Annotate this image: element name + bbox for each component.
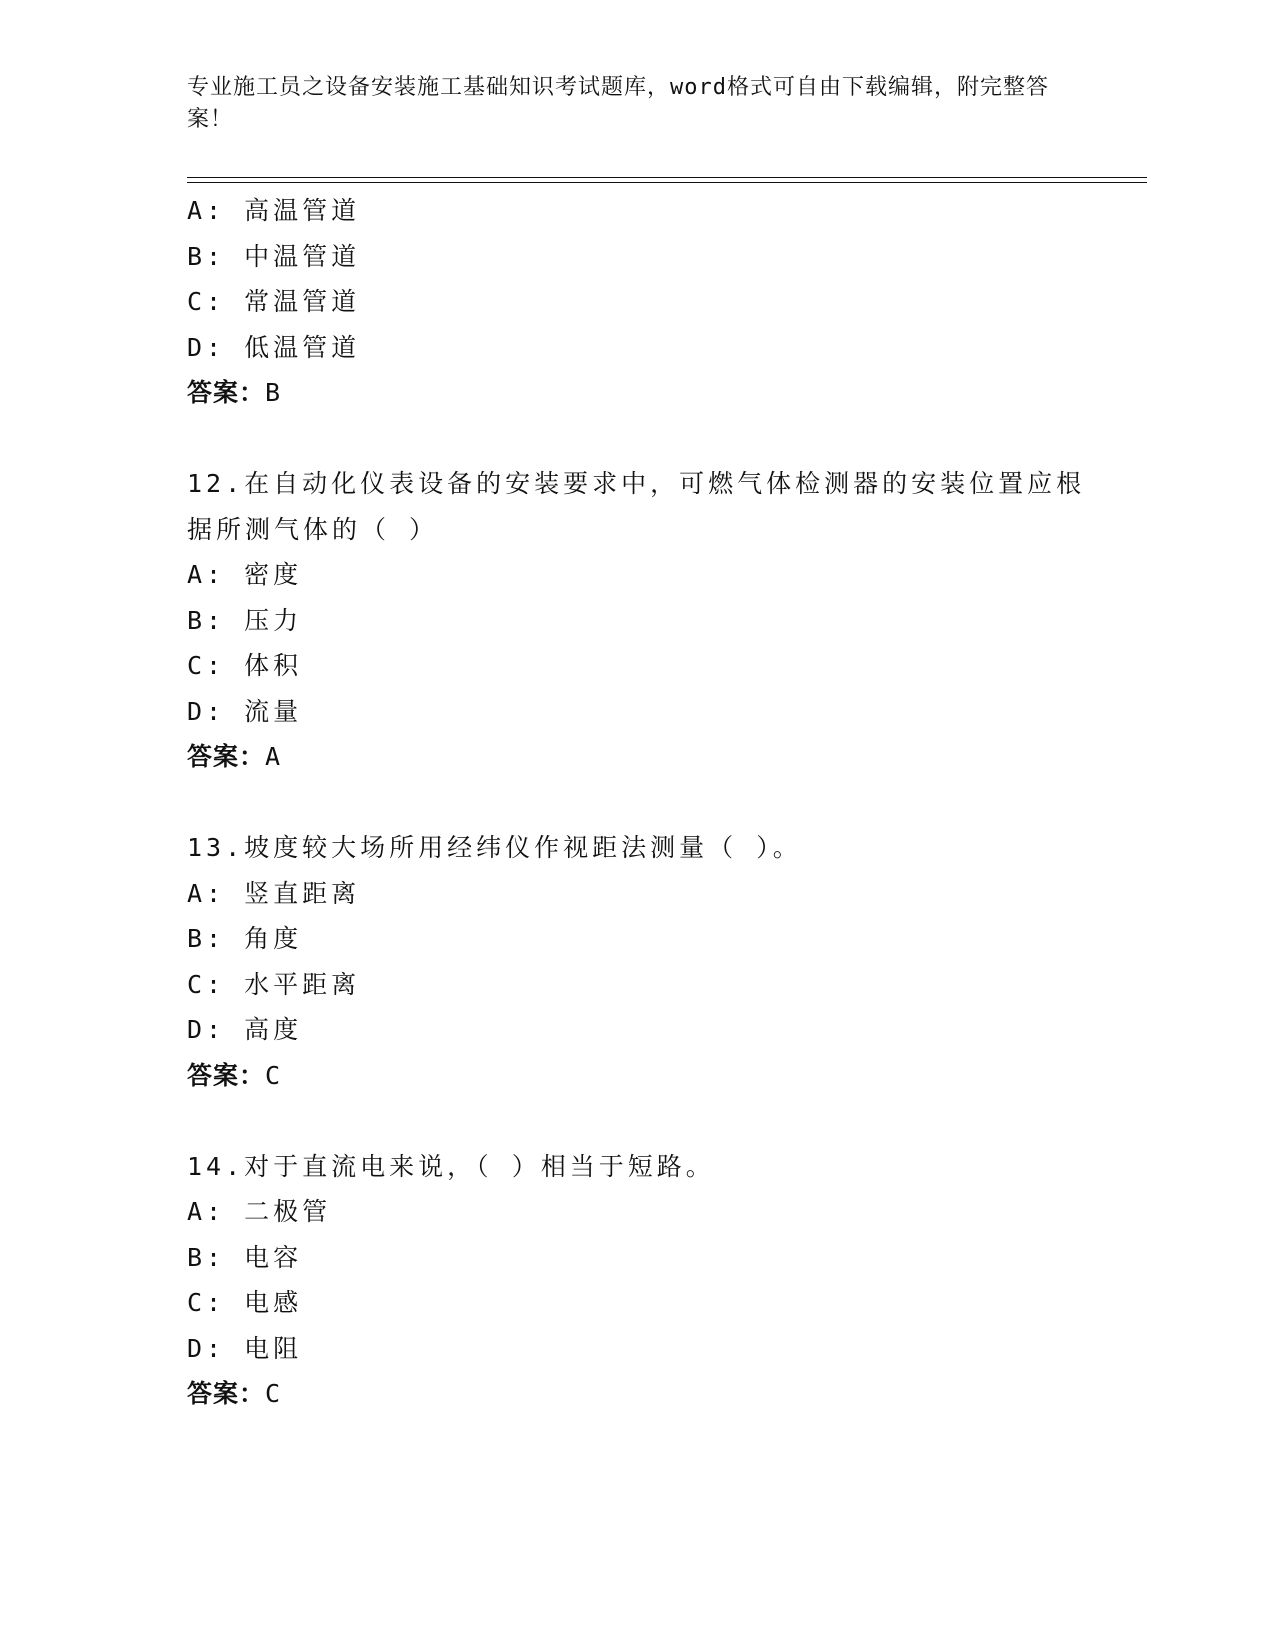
question-block-13 xyxy=(187,825,1087,1098)
option-d: D: 电阻 xyxy=(187,1333,303,1363)
option-b: B: 中温管道 xyxy=(187,241,361,271)
option-c: C: 体积 xyxy=(187,651,303,680)
answer-value: C xyxy=(265,1060,282,1090)
spacer xyxy=(187,416,1087,462)
answer-line xyxy=(187,1053,1087,1099)
option-d: D: 高度 xyxy=(187,1015,303,1044)
answer-line xyxy=(187,370,1087,416)
answer-label: 答案： xyxy=(187,742,266,771)
document-header-title: 专业施工员之设备安装施工基础知识考试题库，word格式可自由下载编辑，附完整答案！ xyxy=(187,75,1049,132)
option-d: D: 流量 xyxy=(187,696,303,726)
option-c: C: 常温管道 xyxy=(187,287,361,316)
question-number: 13. xyxy=(187,833,245,862)
question-text: 坡度较大场所用经纬仪作视距法测量（ ）。 xyxy=(244,833,802,862)
question-text: 在自动化仪表设备的安装要求中，可燃气体检测器的安装位置应根据所测气体的（ ） xyxy=(187,469,1086,544)
header-rule-bottom xyxy=(187,182,1147,183)
question-block-11 xyxy=(187,188,1087,416)
spacer xyxy=(187,1098,1087,1144)
question-stem xyxy=(187,825,1087,871)
option-b: B: 电容 xyxy=(187,1242,303,1272)
answer-label: 答案： xyxy=(187,378,266,407)
option-a: A: 二极管 xyxy=(187,1197,332,1226)
option-d: D: 低温管道 xyxy=(187,332,361,362)
answer-value: B xyxy=(265,378,282,407)
question-stem xyxy=(187,461,1087,552)
answer-value: C xyxy=(265,1379,282,1408)
option-a: A: 密度 xyxy=(187,560,303,589)
answer-line xyxy=(187,1371,1087,1417)
question-text: 对于直流电来说，（ ）相当于短路。 xyxy=(244,1151,715,1181)
header-rule-top xyxy=(187,177,1147,178)
option-a: A: 高温管道 xyxy=(187,196,361,225)
answer-line xyxy=(187,734,1087,780)
option-a: A: 竖直距离 xyxy=(187,878,361,908)
answer-label: 答案： xyxy=(187,1060,266,1090)
question-stem xyxy=(187,1144,1087,1190)
option-b: B: 压力 xyxy=(187,605,303,635)
answer-value: A xyxy=(265,742,282,771)
question-list xyxy=(187,188,1087,1417)
question-number: 14. xyxy=(187,1151,245,1181)
option-c: C: 水平距离 xyxy=(187,969,361,999)
answer-label: 答案： xyxy=(187,1379,266,1408)
question-block-14 xyxy=(187,1144,1087,1417)
option-b: B: 角度 xyxy=(187,924,303,953)
option-c: C: 电感 xyxy=(187,1288,303,1317)
question-block-12 xyxy=(187,461,1087,780)
question-number: 12. xyxy=(187,469,245,498)
spacer xyxy=(187,780,1087,826)
